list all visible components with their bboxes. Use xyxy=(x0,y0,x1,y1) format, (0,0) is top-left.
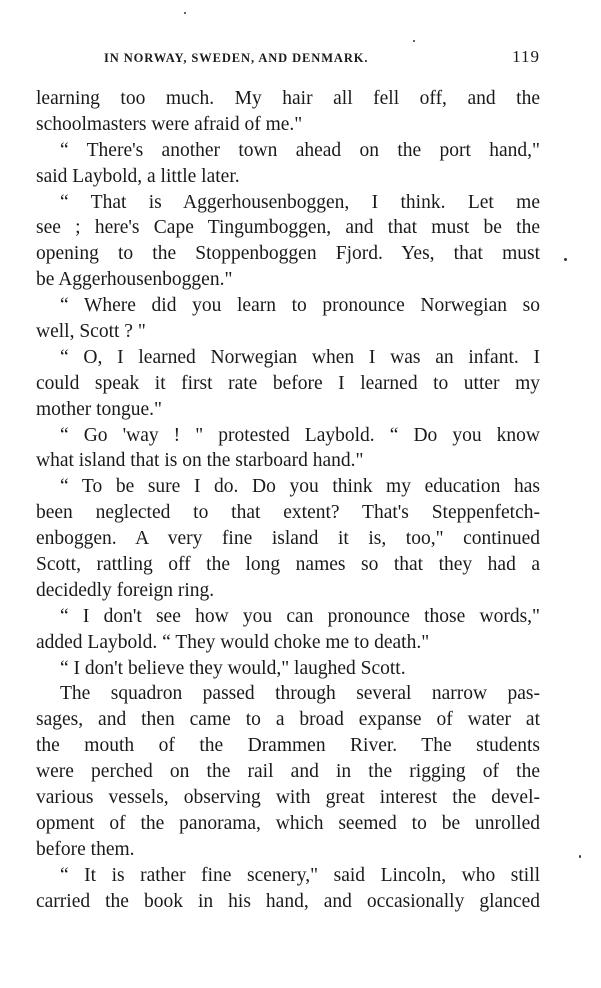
text-line: could speak it first rate before I learned to utter my xyxy=(36,372,540,394)
print-speck xyxy=(184,12,186,14)
text-line: enboggen. A very fine island it is, too," continued xyxy=(36,528,540,550)
body-text xyxy=(36,86,540,915)
print-speck xyxy=(413,40,415,42)
print-speck xyxy=(579,855,581,858)
running-head-title: IN NORWAY, SWEDEN, AND DENMARK. xyxy=(104,51,369,65)
text-line: opment of the panorama, which seemed to be unrolled xyxy=(36,812,540,834)
text-line: Scott, rattling off the long names so that they had a xyxy=(36,554,540,576)
text-line: said Laybold, a little later. xyxy=(36,165,240,187)
text-line: opening to the Stoppenboggen Fjord. Yes, that must xyxy=(36,243,540,265)
text-line: “ Where did you learn to pronounce Norwegian so xyxy=(60,295,540,317)
text-line: added Laybold. “ They would choke me to death." xyxy=(36,631,430,653)
text-line: various vessels, observing with great interest the devel- xyxy=(36,787,540,809)
text-line: The squadron passed through several narrow pas- xyxy=(60,683,540,705)
text-line: “ To be sure I do. Do you think my education has xyxy=(60,476,540,498)
text-line: “ That is Aggerhousenboggen, I think. Let me xyxy=(60,191,540,213)
text-line: sages, and then came to a broad expanse of water at xyxy=(36,709,540,731)
text-line: decidedly foreign ring. xyxy=(36,579,215,601)
text-line: carried the book in his hand, and occasionally glanced xyxy=(36,890,540,912)
text-line: well, Scott ? " xyxy=(36,321,146,343)
text-line: what island that is on the starboard hand." xyxy=(36,450,364,472)
text-line: see ; here's Cape Tingumboggen, and that must be the xyxy=(36,217,540,239)
text-line: the mouth of the Drammen River. The students xyxy=(36,735,540,757)
running-head xyxy=(36,47,540,71)
text-line: before them. xyxy=(36,838,135,860)
text-line: “ I don't see how you can pronounce those words," xyxy=(60,605,540,627)
text-line: learning too much. My hair all fell off, and the xyxy=(36,88,540,109)
text-line: “ Go 'way ! " protested Laybold. “ Do you know xyxy=(60,424,540,446)
text-line: “ O, I learned Norwegian when I was an infant. I xyxy=(60,346,540,368)
page-number: 119 xyxy=(512,47,540,66)
text-line: be Aggerhousenboggen." xyxy=(36,269,233,291)
text-line: mother tongue." xyxy=(36,398,163,420)
print-speck xyxy=(564,258,567,261)
text-line: were perched on the rail and in the rigging of the xyxy=(36,761,540,783)
text-line: schoolmasters were afraid of me." xyxy=(36,113,303,135)
text-line: “ There's another town ahead on the port hand," xyxy=(60,139,540,161)
text-line: “ I don't believe they would," laughed Scott. xyxy=(60,657,406,679)
text-line: “ It is rather fine scenery," said Lincoln, who still xyxy=(60,864,540,886)
text-line: been neglected to that extent? That's Steppenfetch- xyxy=(36,502,540,524)
